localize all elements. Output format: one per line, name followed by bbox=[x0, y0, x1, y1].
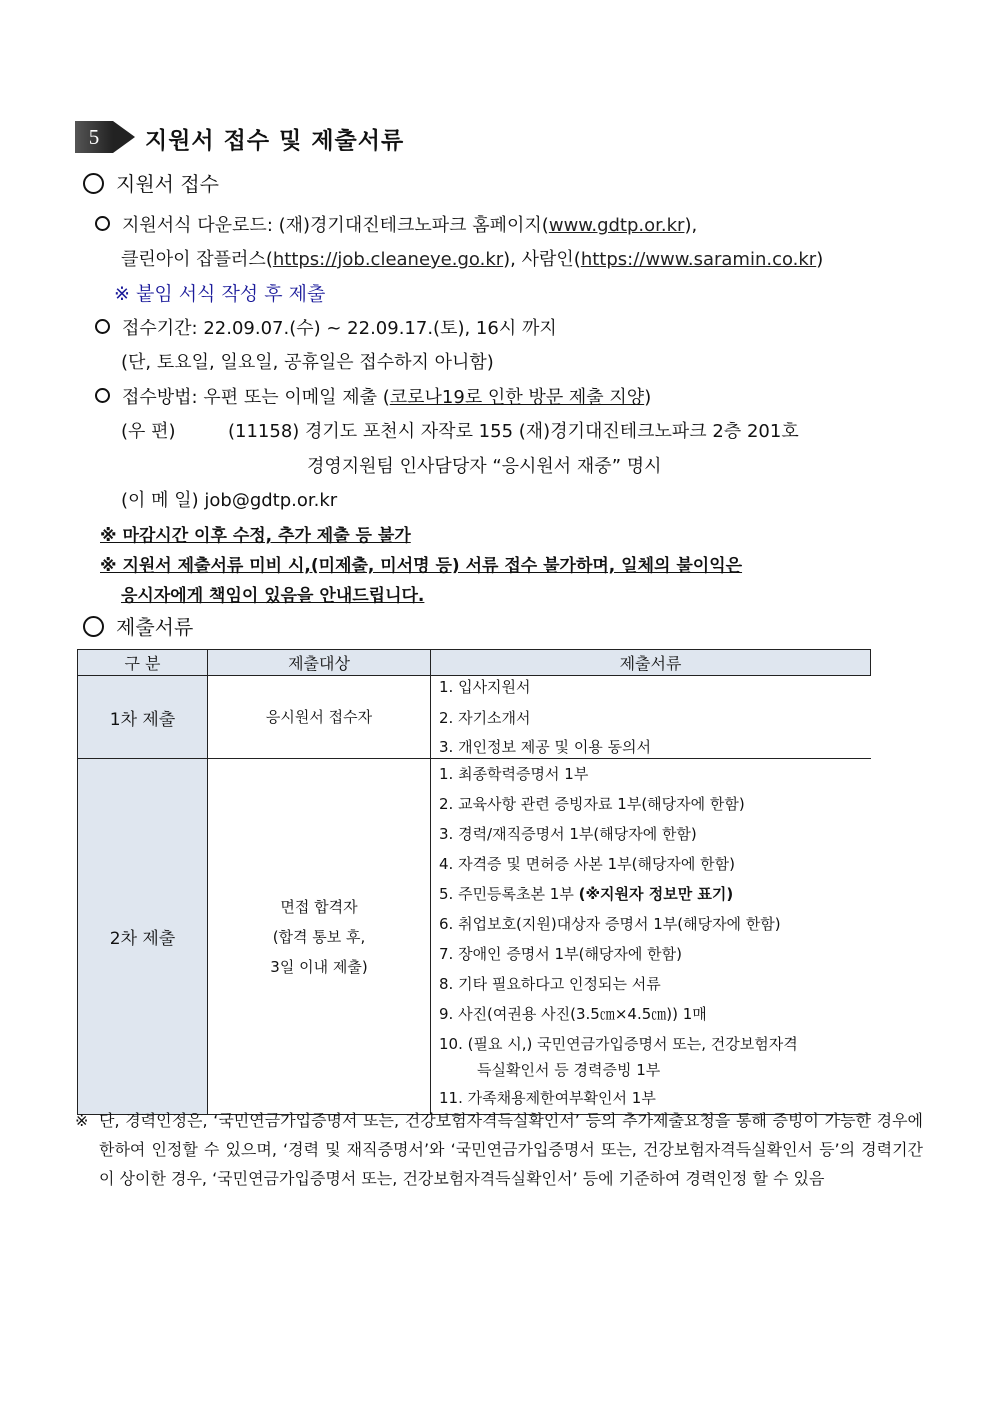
receipt-heading bbox=[83, 168, 219, 197]
download-line1-prefix: 지원서식 다운로드: (재)경기대진테크노파크 홈페이지( bbox=[122, 215, 549, 236]
header-category: 구 분 bbox=[78, 650, 208, 676]
method-line-1 bbox=[95, 383, 651, 409]
post-address: (11158) 경기도 포천시 자작로 155 (재)경기대진테크노파크 2층 201호 bbox=[228, 421, 799, 442]
row2-category: 2차 제출 bbox=[78, 759, 208, 1115]
item10-line2: 득실확인서 등 경력증빙 1부 bbox=[477, 1061, 661, 1079]
email-label: (이 메 일) bbox=[121, 490, 199, 511]
list-item: 1. 입사지원서 bbox=[439, 678, 531, 696]
download-line1-suffix: ), bbox=[684, 215, 698, 236]
row2-target-line2: (합격 통보 후, bbox=[272, 927, 366, 946]
row2-target-line1: 면접 합격자 bbox=[280, 897, 358, 916]
documents-table bbox=[77, 649, 871, 1115]
section-number-badge bbox=[75, 121, 113, 153]
item10-line1: 10. (필요 시,) 국민연금가입증명서 또는, 건강보험자격 bbox=[439, 1035, 798, 1053]
table-row bbox=[78, 759, 871, 1115]
list-item: 4. 자격증 및 면허증 사본 1부(해당자에 한함) bbox=[439, 855, 736, 873]
circle-bullet-icon bbox=[83, 616, 104, 637]
warning-missing-docs-2: 응시자에게 책임이 있음을 안내드립니다. bbox=[121, 586, 425, 606]
documents-heading-text: 제출서류 bbox=[116, 615, 194, 639]
email-line bbox=[121, 486, 337, 512]
header-target: 제출대상 bbox=[208, 650, 431, 676]
warning-deadline: ※ 마감시간 이후 수정, 추가 제출 등 불가 bbox=[100, 526, 411, 546]
list-item: 6. 취업보호(지원)대상자 증명서 1부(해당자에 한함) bbox=[439, 915, 781, 933]
method-suffix: ) bbox=[644, 387, 652, 408]
list-item: 8. 기타 필요하다고 인정되는 서류 bbox=[439, 975, 661, 993]
list-item bbox=[439, 1029, 871, 1083]
method-covid-note: 코로나19로 인한 방문 제출 지양 bbox=[389, 387, 645, 408]
table-row bbox=[78, 676, 871, 759]
period-text: 접수기간: 22.09.07.(수) ~ 22.09.17.(토), 16시 까지 bbox=[122, 318, 557, 339]
footnote-text: 단, 경력인정은, ‘국민연금가입증명서 또는, 건강보험자격득실확인서’ 등의 추가제출요청을 통해 증빙이 가능한 경우에 한하여 인정할 수 있으며, ‘경력 및 재직증명서’와 ‘국민연금가입증명서 또는, 건강보험자격득실확인서 등’의 경력기간이 상이한 경우, ‘국민연금가입증명서 또는, 건강보험자격득실확인서’ 등에 기준하여 경력인정 할 수 있음 bbox=[99, 1111, 923, 1188]
method-prefix: 접수방법: 우편 또는 이메일 제출 ( bbox=[122, 387, 390, 408]
documents-heading bbox=[83, 611, 193, 640]
post-label: (우 편) bbox=[121, 421, 176, 442]
item5-text: 5. 주민등록초본 1부 bbox=[439, 885, 579, 903]
row1-items bbox=[431, 676, 871, 759]
list-item: 9. 사진(여권용 사진(3.5㎝×4.5㎝)) 1매 bbox=[439, 1005, 707, 1023]
section-number: 5 bbox=[88, 124, 100, 149]
period-line-2: (단, 토요일, 일요일, 공휴일은 접수하지 아니함) bbox=[121, 352, 494, 373]
attach-note: ※ 붙임 서식 작성 후 제출 bbox=[114, 283, 326, 305]
cleaneye-link[interactable]: https://job.cleaneye.go.kr bbox=[272, 249, 504, 270]
circle-bullet-icon bbox=[83, 173, 104, 194]
footnote-mark: ※ bbox=[75, 1111, 89, 1130]
download-line2-mid: ), 사람인( bbox=[503, 249, 581, 270]
list-item: 2. 교육사항 관련 증빙자료 1부(해당자에 한함) bbox=[439, 795, 745, 813]
email-address[interactable]: job@gdtp.or.kr bbox=[204, 490, 338, 511]
list-item: 3. 경력/재직증명서 1부(해당자에 한함) bbox=[439, 825, 697, 843]
list-item: 1. 최종학력증명서 1부 bbox=[439, 765, 589, 783]
small-circle-bullet-icon bbox=[95, 388, 110, 403]
receipt-heading-text: 지원서 접수 bbox=[116, 172, 219, 196]
section-title: 지원서 접수 및 제출서류 bbox=[145, 128, 405, 154]
row2-target-line3: 3일 이내 제출) bbox=[270, 957, 368, 976]
table-header-row bbox=[78, 650, 871, 676]
small-circle-bullet-icon bbox=[95, 216, 110, 231]
list-item: 11. 가족채용제한여부확인서 1부 bbox=[439, 1089, 656, 1107]
item5-bold-note: (※지원자 정보만 표기) bbox=[578, 885, 734, 903]
footnote bbox=[75, 1106, 923, 1193]
row1-category: 1차 제출 bbox=[78, 676, 208, 759]
post-recipient: 경영지원팀 인사담당자 “응시원서 재중” 명시 bbox=[307, 456, 662, 477]
download-line2-suffix: ) bbox=[816, 249, 824, 270]
list-item: 2. 자기소개서 bbox=[439, 709, 531, 727]
saramin-link[interactable]: https://www.saramin.co.kr bbox=[580, 249, 817, 270]
list-item: 7. 장애인 증명서 1부(해당자에 한함) bbox=[439, 945, 683, 963]
gdtp-homepage-link[interactable]: www.gdtp.or.kr bbox=[548, 215, 685, 236]
header-documents: 제출서류 bbox=[431, 650, 871, 676]
period-line-1 bbox=[95, 314, 557, 340]
warning-missing-docs-1: ※ 지원서 제출서류 미비 시,(미제출, 미서명 등) 서류 접수 불가하며, 일체의 불이익은 bbox=[100, 556, 743, 576]
row2-target bbox=[208, 759, 431, 1115]
download-line2-prefix: 클린아이 잡플러스( bbox=[121, 249, 273, 270]
row1-target: 응시원서 접수자 bbox=[208, 676, 431, 759]
download-line-2 bbox=[121, 245, 823, 271]
small-circle-bullet-icon bbox=[95, 319, 110, 334]
list-item: 3. 개인정보 제공 및 이용 동의서 bbox=[439, 738, 652, 756]
row2-items bbox=[431, 759, 871, 1115]
download-line-1 bbox=[95, 211, 697, 237]
list-item bbox=[439, 879, 871, 909]
